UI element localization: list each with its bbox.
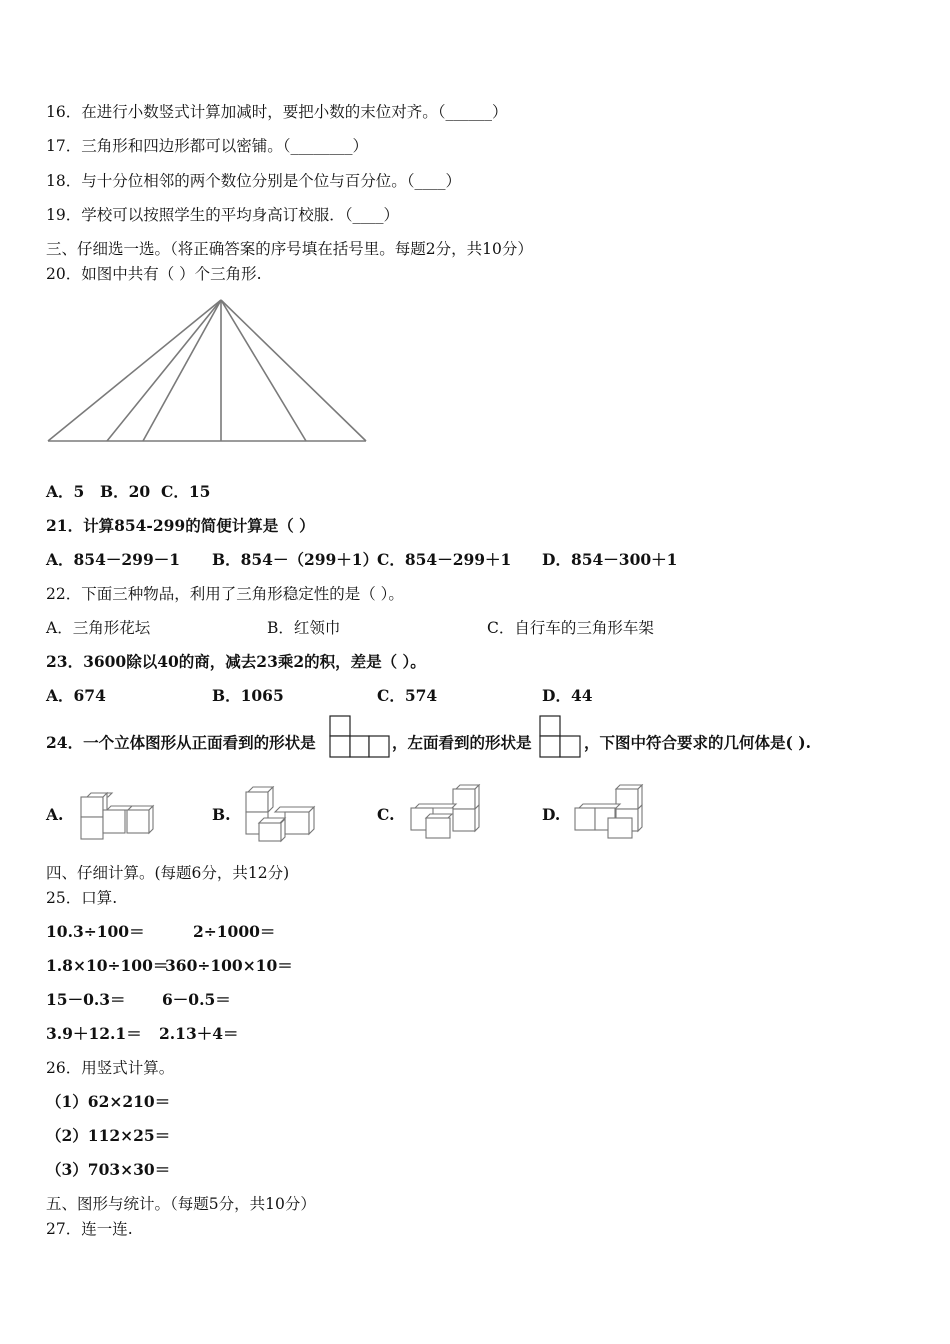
q25-r4-b: 2.13＋4＝ [159,1024,239,1043]
section-4-heading: 四、仔细计算。(每题6分，共12分) [46,864,290,882]
q24-option-b-label[interactable]: B. [212,805,231,824]
q26-part-1: （1）62×210＝ [46,1092,171,1111]
q24-option-c-label[interactable]: C. [377,805,395,824]
q16-text: 16．在进行小数竖式计算加减时，要把小数的末位对齐。（______） [46,103,508,121]
section-3-heading: 三、仔细选一选。（将正确答案的序号填在括号里。每题2分，共10分） [46,240,533,258]
q17-text: 17．三角形和四边形都可以密铺。（________） [46,137,368,155]
q23-option-c[interactable]: C．574 [377,686,438,705]
q26-part-2: （2）112×25＝ [46,1126,171,1145]
q18-text: 18．与十分位相邻的两个数位分别是个位与百分位。（____） [46,172,461,190]
q26-part-3: （3）703×30＝ [46,1160,171,1179]
q24-option-d-label[interactable]: D. [542,805,561,824]
q25-r3-b: 6－0.5＝ [162,990,231,1009]
q21-stem: 21．计算854-299的简便计算是（ ） [46,516,315,535]
q24-stem-part1: 24．一个立体图形从正面看到的形状是 [46,733,316,752]
q19-text: 19．学校可以按照学生的平均身高订校服．（____） [46,206,399,224]
q24-option-a-label[interactable]: A. [46,805,64,824]
q25-r4-a: 3.9＋12.1＝ [46,1024,142,1043]
q20-triangle-figure [44,292,374,452]
q20-option-b[interactable]: B．20 [100,482,151,501]
front-view-figure [329,715,391,759]
q22-option-c[interactable]: C．自行车的三角形车架 [487,619,654,637]
q22-option-a[interactable]: A．三角形花坛 [46,619,151,637]
q20-stem: 20．如图中共有（ ）个三角形. [46,265,262,283]
q25-stem: 25．口算. [46,889,118,907]
q26-stem: 26．用竖式计算。 [46,1059,175,1077]
q27-stem: 27．连一连. [46,1220,133,1238]
q24-option-b-solid[interactable] [243,786,319,844]
q25-r1-a: 10.3÷100＝ [46,922,145,941]
q20-option-c[interactable]: C．15 [161,482,211,501]
q25-r3-a: 15－0.3＝ [46,990,126,1009]
q23-option-a[interactable]: A．674 [46,686,106,705]
q21-option-c[interactable]: C．854－299＋1 [377,550,512,569]
q21-option-b[interactable]: B．854－（299＋1） [212,550,379,569]
q25-r1-b: 2÷1000＝ [193,922,276,941]
left-view-figure [539,715,583,759]
q23-option-b[interactable]: B．1065 [212,686,284,705]
q22-stem: 22．下面三种物品，利用了三角形稳定性的是（ ）。 [46,585,404,603]
q21-option-d[interactable]: D．854－300＋1 [542,550,678,569]
q24-stem-part3: ，下图中符合要求的几何体是( ). [584,733,811,752]
q24-option-d-solid[interactable] [572,784,648,842]
q25-r2-b: 360÷100×10＝ [165,956,293,975]
q24-stem-part2: ，左面看到的形状是 [392,733,532,752]
q24-option-c-solid[interactable] [408,784,484,842]
q20-option-a[interactable]: A．5 [46,482,85,501]
q22-option-b[interactable]: B．红领巾 [267,619,341,637]
q23-stem: 23．3600除以40的商，减去23乘2的积，差是（ ）。 [46,652,426,671]
q23-option-d[interactable]: D．44 [542,686,593,705]
q21-option-a[interactable]: A．854－299－1 [46,550,181,569]
q24-option-a-solid[interactable] [78,792,160,844]
q25-r2-a: 1.8×10÷100＝ [46,956,169,975]
section-5-heading: 五、图形与统计。（每题5分，共10分） [46,1195,316,1213]
